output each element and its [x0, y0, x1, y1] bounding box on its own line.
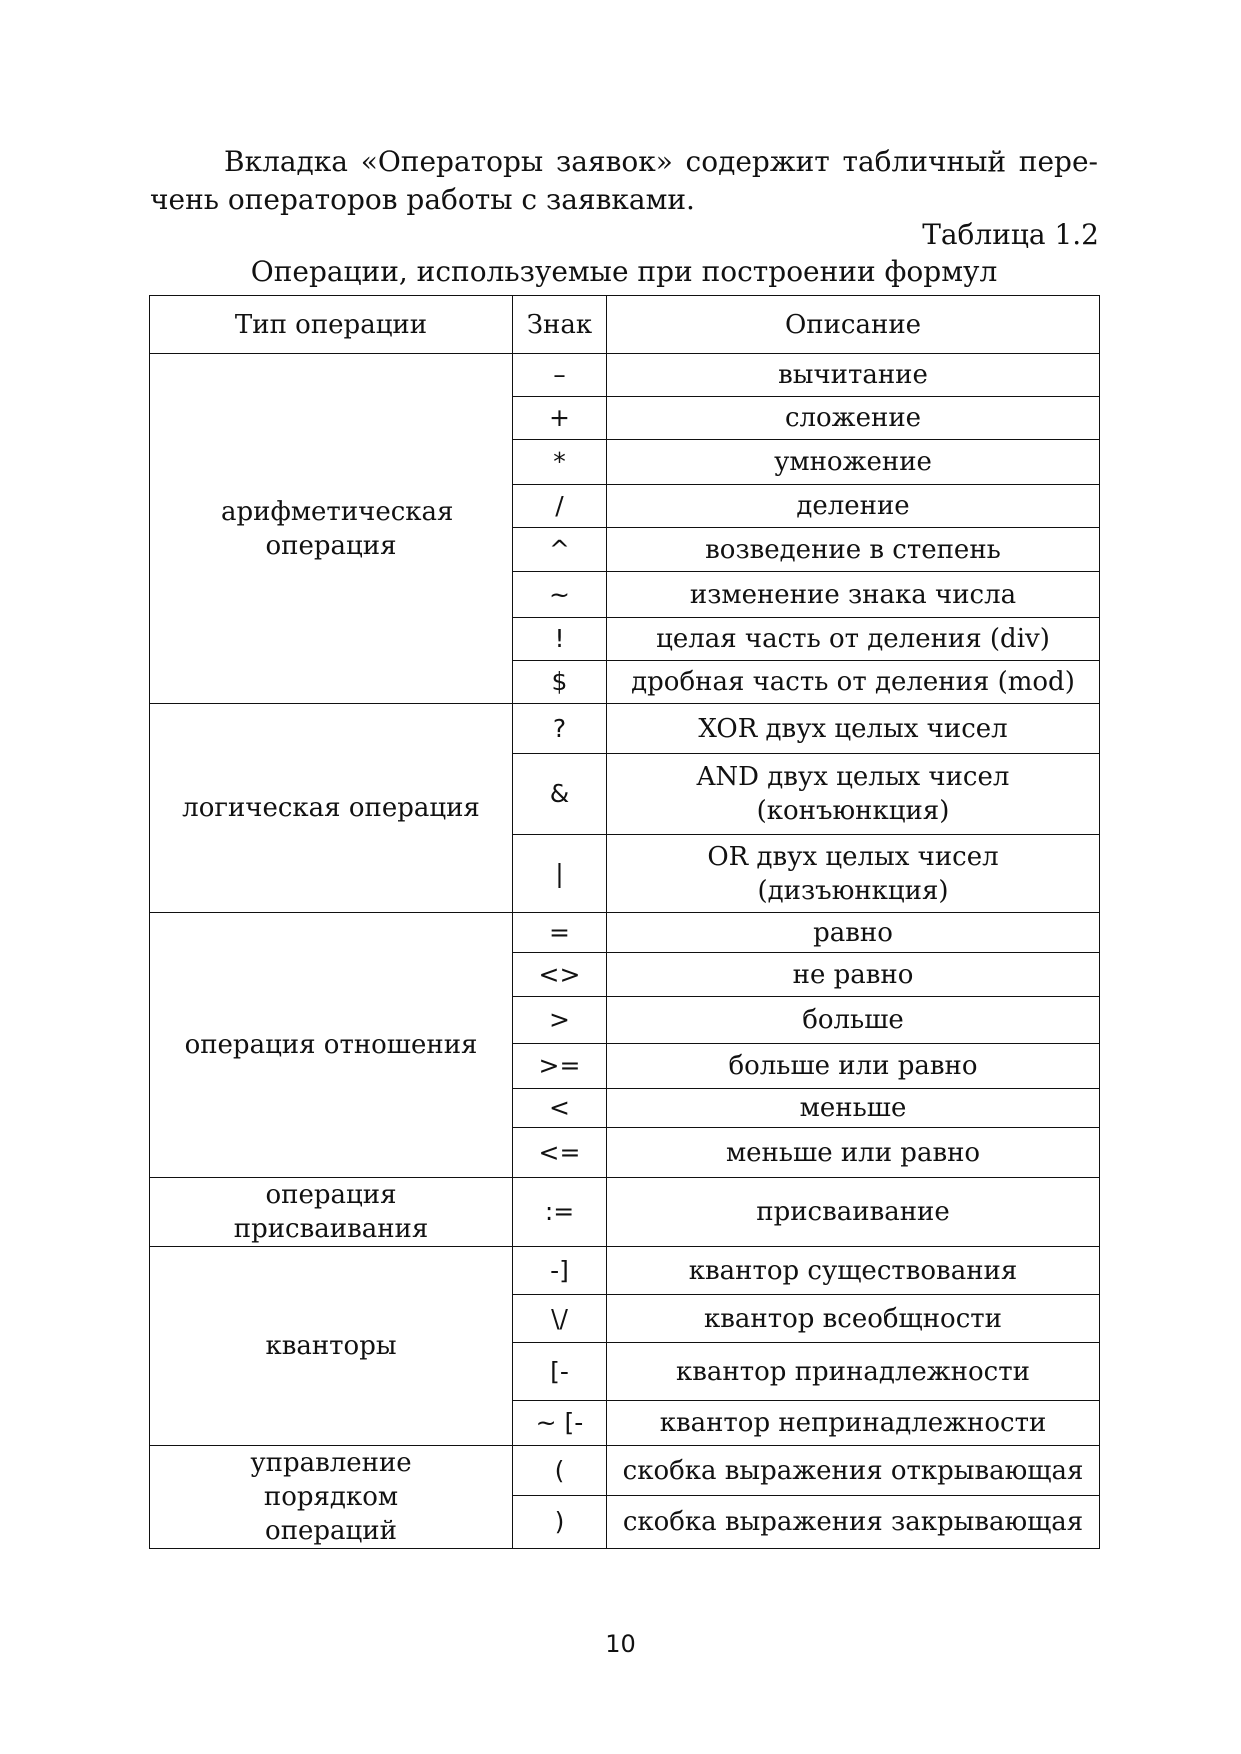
operation-type-text: логическая операция [182, 793, 480, 823]
operation-description-text: деление [796, 491, 910, 521]
operation-type-text: кванторы [265, 1331, 397, 1361]
operation-description-text: AND двух целых чисел (конъюнкция) [696, 762, 1010, 826]
operation-sign: + [513, 397, 607, 440]
operation-sign: | [513, 835, 607, 913]
operation-type-text: операция присваивания [233, 1180, 429, 1244]
header-description: Описание [607, 296, 1100, 354]
operation-description [607, 1401, 1100, 1446]
operation-description [607, 1128, 1100, 1178]
operation-description [607, 528, 1100, 572]
operation-type-cell [150, 913, 513, 1178]
operation-description-text: скобка выражения закрывающая [622, 1507, 1084, 1538]
intro-paragraph [150, 143, 1098, 219]
operation-sign: >= [513, 1044, 607, 1089]
operation-description-text: меньше или равно [725, 1137, 981, 1168]
operation-description [607, 618, 1100, 661]
operation-sign: <= [513, 1128, 607, 1178]
header-type: Тип операции [150, 296, 513, 354]
operation-type-text: арифметическая операция [221, 496, 454, 561]
operation-sign: -] [513, 1247, 607, 1295]
operation-sign: – [513, 354, 607, 397]
table-row [150, 913, 1100, 953]
operation-description [607, 572, 1100, 618]
operation-description-text: квантор принадлежности [676, 1356, 1030, 1387]
operation-sign: ! [513, 618, 607, 661]
operation-description-text: скобка выражения открывающая [622, 1455, 1084, 1486]
operation-description-text: квантор всеобщности [704, 1303, 1002, 1334]
operation-description-text: умножение [774, 447, 932, 477]
operation-description [607, 354, 1100, 397]
operation-description-text: XOR двух целых чисел [698, 713, 1008, 744]
operation-sign: \/ [513, 1295, 607, 1343]
operation-description-text: квантор существования [688, 1255, 1018, 1286]
table-caption: Операции, используемые при построении формул [250, 255, 998, 288]
table-row [150, 1247, 1100, 1295]
operation-sign: := [513, 1178, 607, 1247]
operation-description [607, 913, 1100, 953]
operations-table [149, 295, 1100, 1549]
table-number: Таблица 1.2 [922, 218, 1099, 251]
operation-description [607, 1178, 1100, 1247]
table-body [150, 354, 1100, 1549]
operation-description-text: присваивание [756, 1197, 950, 1227]
table-row [150, 1178, 1100, 1247]
operation-description [607, 1446, 1100, 1496]
operation-sign: ^ [513, 528, 607, 572]
operation-description [607, 1044, 1100, 1089]
operation-description [607, 485, 1100, 528]
table-row [150, 354, 1100, 397]
operation-description [607, 661, 1100, 704]
operation-sign: <> [513, 953, 607, 997]
operation-description [607, 1295, 1100, 1343]
operation-description [607, 440, 1100, 485]
operation-sign: ~ [513, 572, 607, 618]
operation-description-text: возведение в степень [705, 534, 1001, 565]
operation-type-cell [150, 1178, 513, 1247]
intro-line-1: Вкладка «Операторы заявок» содержит табличный пере- [224, 145, 1098, 178]
operation-description [607, 1247, 1100, 1295]
operation-type-text: управление порядком операций [250, 1448, 412, 1546]
operation-sign: > [513, 997, 607, 1044]
operation-sign: < [513, 1089, 607, 1128]
operation-sign: ? [513, 704, 607, 754]
operation-description [607, 1089, 1100, 1128]
operation-sign: ) [513, 1496, 607, 1549]
operation-sign: & [513, 754, 607, 835]
operation-description [607, 754, 1100, 835]
operation-description-text: не равно [792, 959, 914, 990]
operation-sign: [- [513, 1343, 607, 1401]
operation-description [607, 997, 1100, 1044]
operation-sign: $ [513, 661, 607, 704]
operation-description-text: равно [813, 917, 893, 948]
operation-description [607, 953, 1100, 997]
operation-type-cell [150, 354, 513, 704]
operation-description [607, 397, 1100, 440]
operation-sign: ( [513, 1446, 607, 1496]
page-number: 10 [605, 1630, 636, 1658]
operation-description-text: OR двух целых чисел (дизъюнкция) [707, 841, 999, 906]
operation-type-text: операция отношения [184, 1030, 478, 1060]
operation-type-cell [150, 1247, 513, 1446]
operation-type-cell [150, 704, 513, 913]
operation-description-text: квантор непринадлежности [659, 1408, 1047, 1438]
operation-sign: * [513, 440, 607, 485]
operation-description-text: целая часть от деления (div) [656, 624, 1050, 654]
intro-line-2: чень операторов работы с заявками. [150, 183, 695, 216]
operation-description-text: меньше [799, 1093, 907, 1123]
table-row [150, 1446, 1100, 1496]
operation-description [607, 835, 1100, 913]
header-sign: Знак [513, 296, 607, 354]
operation-description-text: больше [802, 1005, 904, 1035]
operation-sign: ~ [- [513, 1401, 607, 1446]
operation-description-text: дробная часть от деления (mod) [631, 667, 1075, 697]
table-row [150, 704, 1100, 754]
operation-description-text: вычитание [778, 360, 928, 390]
operation-sign: = [513, 913, 607, 953]
operation-sign: / [513, 485, 607, 528]
operation-description-text: изменение знака числа [689, 579, 1017, 610]
operation-description [607, 1496, 1100, 1549]
operation-description [607, 704, 1100, 754]
operation-description [607, 1343, 1100, 1401]
operation-type-cell [150, 1446, 513, 1549]
operation-description-text: больше или равно [728, 1051, 978, 1081]
operation-description-text: сложение [784, 403, 922, 433]
table-header-row [150, 296, 1100, 354]
